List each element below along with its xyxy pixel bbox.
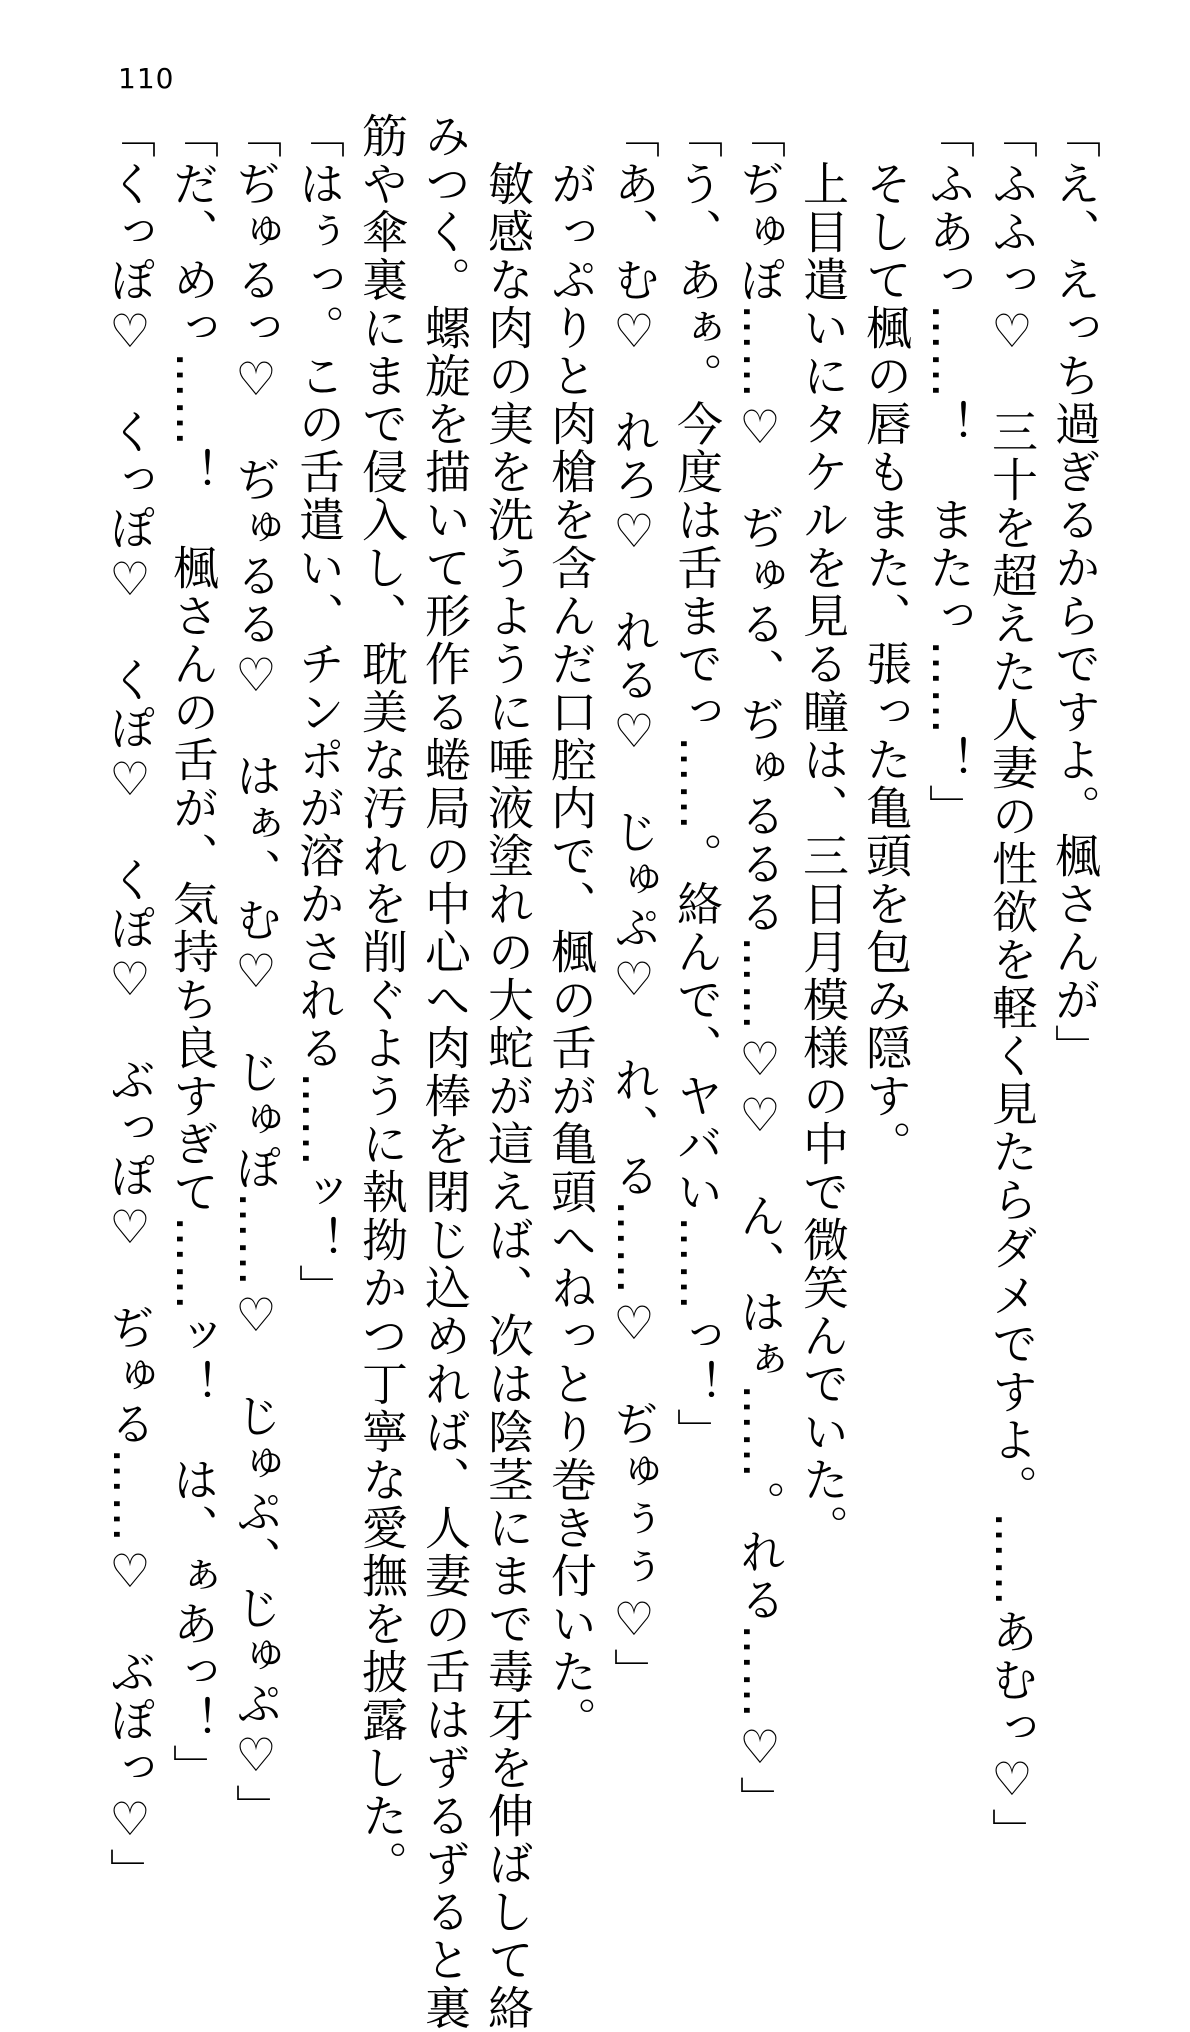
text-line: みつく。螺旋を描いて形作る蜷局の中心へ肉棒を閉じ込めれば、人妻の舌はずるずると裏: [418, 112, 472, 2032]
text-line: 筋や傘裏にまで侵入し、耽美な汚れを削ぐように執拗かつ丁寧な愛撫を披露した。: [355, 112, 409, 1888]
text-line: 敏感な肉の実を洗うように唾液塗れの大蛇が這えば、次は陰茎にまで毒牙を伸ばして絡: [481, 112, 535, 2032]
text-line: 「はぅっ。この舌遣い、チンポが溶かされる……ッ！」: [292, 112, 346, 1312]
text-line: 「くっぽ♡ くっぽ♡ くぽ♡ くぽ♡ ぶっぽ♡ ぢゅる……♡ ぶぽっ♡」: [103, 112, 157, 1896]
text-line: 「ふあっ……！ またっ……！」: [922, 112, 976, 832]
text-line: そして楓の唇もまた、張った亀頭を包み隠す。: [859, 112, 913, 1168]
text-line: 「だ、めっ……！ 楓さんの舌が、気持ち良すぎて……ッ！ は、ぁあっ！」: [166, 112, 220, 1792]
text-line: 「う、あぁ。今度は舌までっ……。絡んで、ヤバい……っ！」: [670, 112, 724, 1456]
vertical-text-body: [103, 112, 1106, 2032]
page-number: 110: [118, 62, 175, 95]
text-line: 「ぢゅぽ……♡ ぢゅる、ぢゅるるる……♡♡ ん、はぁ……。れる……♡」: [733, 112, 787, 1824]
text-line: 「ふふっ♡ 三十を超えた人妻の性欲を軽く見たらダメですよ。……あむっ♡」: [985, 112, 1039, 1856]
text-line: 「ぢゅるっ♡ ぢゅるる♡ はぁ、む♡ じゅぽ……♡ じゅぷ、じゅぷ♡」: [229, 112, 283, 1832]
text-line: 「え、えっち過ぎるからですよ。楓さんが」: [1048, 112, 1102, 1072]
text-line: 上目遣いにタケルを見る瞳は、三日月模様の中で微笑んでいた。: [796, 112, 850, 1552]
text-line: 「あ、む♡ れろ♡ れる♡ じゅぷ♡ れ、る……♡ ぢゅぅぅ♡」: [607, 112, 661, 1696]
text-line: がっぷりと肉槍を含んだ口腔内で、楓の舌が亀頭へねっとり巻き付いた。: [544, 112, 598, 1744]
